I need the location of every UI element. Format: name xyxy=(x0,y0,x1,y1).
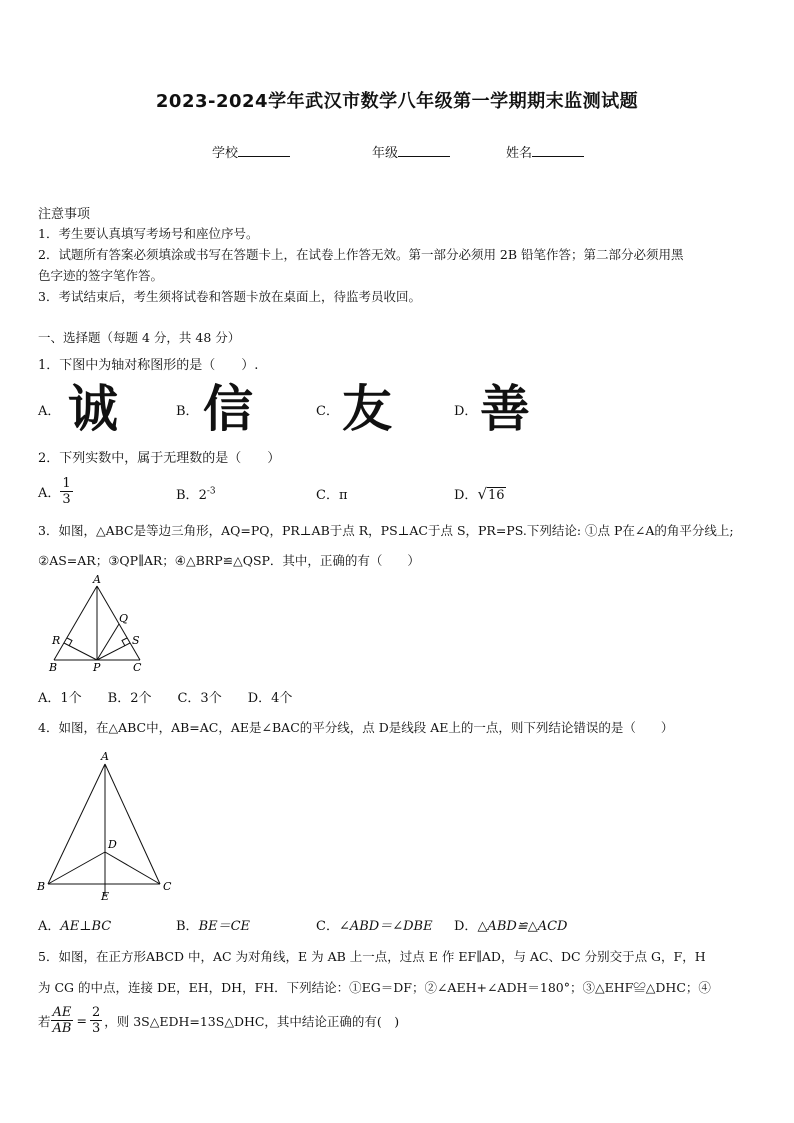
q4-option-a-text: AE⊥BC xyxy=(60,919,112,934)
label-a: A xyxy=(93,573,101,586)
segment-cd xyxy=(105,852,160,884)
numerator: 1 xyxy=(62,476,71,491)
q1-option-c-char: 友 xyxy=(342,380,392,438)
label-p: P xyxy=(93,661,101,674)
power-base: 2 xyxy=(198,488,207,503)
pi-value: π xyxy=(338,488,348,503)
label-b: B xyxy=(49,661,58,674)
q1-option-b-char: 信 xyxy=(203,380,253,438)
section-title: 一、选择题（每题 4 分，共 48 分） xyxy=(38,330,241,345)
q3-triangle-figure xyxy=(40,572,150,676)
q4-option-c-label: C． xyxy=(316,919,339,934)
q4-option-c xyxy=(316,915,433,934)
q2-option-c-label: C． xyxy=(316,488,339,503)
page-title: 2023-2024学年武汉市数学八年级第一学期期末监测试题 xyxy=(155,91,639,112)
label-c: C xyxy=(163,880,172,893)
note-item: 2．试题所有答案必须填涂或书写在答题卡上，在试卷上作答无效。第一部分必须用 2B 铅笔作答；第二部分必须用黑 xyxy=(38,247,684,262)
q4-option-a-label: A． xyxy=(38,919,61,934)
school-blank[interactable] xyxy=(238,144,290,157)
label-b: B xyxy=(37,880,46,893)
equals-sign: = xyxy=(76,1013,87,1028)
numerator: 2 xyxy=(91,1005,101,1020)
grade-blank[interactable] xyxy=(398,144,450,157)
q3-options: A．1个 B．2个 C．3个 D．4个 xyxy=(38,691,293,706)
label-a: A xyxy=(101,750,109,763)
label-q: Q xyxy=(119,612,129,625)
school-field xyxy=(212,142,290,161)
grade-field xyxy=(372,142,450,161)
radical-sign: √ xyxy=(477,485,487,503)
segment-bd xyxy=(48,852,105,884)
note-item: 3．考试结束后，考生须将试卷和答题卡放在桌面上，待监考员收回。 xyxy=(38,289,421,304)
q1-stem: 1．下图中为轴对称图形的是（ ）. xyxy=(38,358,259,373)
q4-option-d xyxy=(454,915,567,934)
q2-option-b-label: B． xyxy=(176,488,199,503)
q4-triangle-figure xyxy=(32,744,182,904)
q5-line2: 为 CG 的中点，连接 DE，EH，DH，FH．下列结论：①EG＝DF；②∠AEH+∠ADH＝180°；③△EHF≌△DHC；④ xyxy=(38,980,711,995)
q2-option-b xyxy=(176,484,216,503)
fraction-ae-ab xyxy=(51,1005,74,1036)
q1-option-b-label: B． xyxy=(176,404,199,419)
q5-line1: 5．如图，在正方形ABCD 中，AC 为对角线，E 为 AB 上一点，过点 E 作 EF∥AD，与 AC、DC 分别交于点 G，F，H xyxy=(38,949,706,964)
q3-stem-line2: ②AS=AR；③QP∥AR；④△BRP≌△QSP．其中，正确的有（ ） xyxy=(38,553,420,568)
q1-option-d-label: D． xyxy=(454,404,478,419)
q2-option-a-label: A． xyxy=(38,486,61,501)
q2-option-d xyxy=(454,484,506,503)
q2-option-a xyxy=(38,476,73,507)
power-exponent: -3 xyxy=(206,486,216,497)
grade-label: 年级 xyxy=(372,146,399,161)
q4-option-c-text: ∠ABD＝∠DBE xyxy=(338,919,433,934)
numerator: AE xyxy=(52,1005,72,1020)
segment-ab xyxy=(48,764,105,884)
q2-option-d-label: D． xyxy=(454,488,478,503)
name-blank[interactable] xyxy=(532,144,584,157)
q4-option-b-label: B． xyxy=(176,919,199,934)
label-c: C xyxy=(133,661,142,674)
q1-option-a-char: 诚 xyxy=(68,380,118,438)
label-r: R xyxy=(52,634,61,647)
q4-option-d-label: D． xyxy=(454,919,478,934)
q5-if-prefix: 若 xyxy=(38,1013,51,1029)
q4-stem: 4．如图，在△ABC中，AB=AC，AE是∠BAC的平分线，点 D是线段 AE上的一点，则下列结论错误的是（ ） xyxy=(38,720,674,735)
q1-option-d-char: 善 xyxy=(480,380,530,438)
q4-option-b xyxy=(176,915,250,934)
name-field xyxy=(506,142,584,161)
q4-option-a xyxy=(38,915,111,934)
denominator: 3 xyxy=(62,492,71,507)
q2-stem: 2．下列实数中，属于无理数的是（ ） xyxy=(38,451,281,466)
school-label: 学校 xyxy=(212,146,239,161)
label-s: S xyxy=(132,634,140,647)
q5-conclusion: ，则 3S△EDH=13S△DHC，其中结论正确的有( ) xyxy=(104,1013,400,1029)
notes-heading: 注意事项 xyxy=(38,207,91,222)
q5-line3 xyxy=(38,1005,399,1036)
q2-option-c xyxy=(316,484,348,503)
fraction xyxy=(60,476,72,507)
segment-ac xyxy=(105,764,160,884)
q1-option-a-label: A． xyxy=(38,404,61,419)
note-item: 1．考生要认真填写考场号和座位序号。 xyxy=(38,226,259,241)
q3-stem-line1: 3．如图，△ABC是等边三角形，AQ=PQ，PR⊥AB于点 R，PS⊥AC于点 S，PR=PS.下列结论: ①点 P在∠A的角平分线上; xyxy=(38,523,734,538)
denominator: 3 xyxy=(91,1021,101,1036)
name-label: 姓名 xyxy=(506,146,533,161)
note-item: 色字迹的签字笔作答。 xyxy=(38,268,164,283)
label-e: E xyxy=(101,890,110,903)
radicand: 16 xyxy=(488,488,505,503)
q1-option-c-label: C． xyxy=(316,404,339,419)
denominator: AB xyxy=(52,1021,72,1036)
q4-option-b-text: BE＝CE xyxy=(198,919,251,934)
label-d: D xyxy=(108,838,117,851)
fraction-two-thirds xyxy=(90,1005,102,1036)
q4-option-d-text: △ABD≌△ACD xyxy=(477,919,568,934)
